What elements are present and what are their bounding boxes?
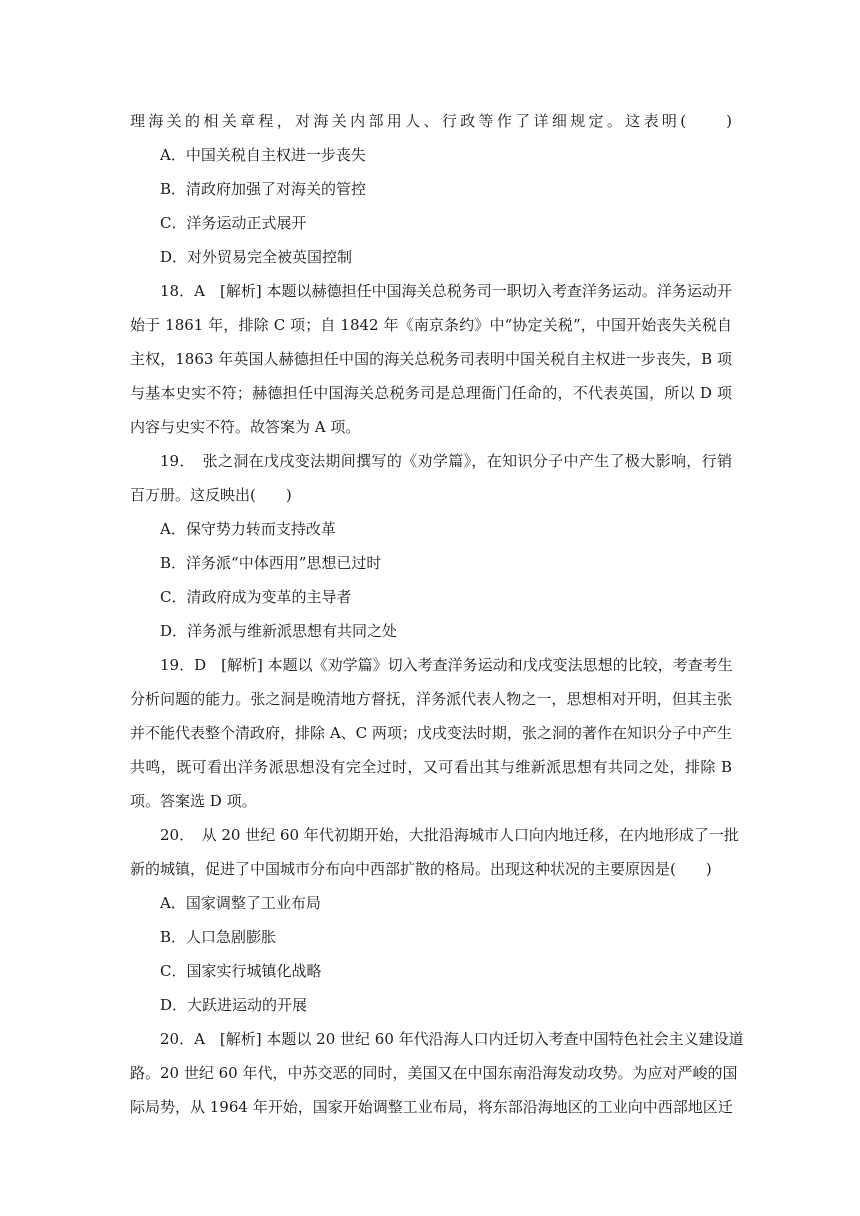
answer-20-line-3: 际局势，从 1964 年开始，国家开始调整工业布局，将东部沿海地区的工业向中西部地区迁 — [130, 1098, 733, 1116]
answer-19-line-5: 项。答案选 D 项。 — [130, 792, 257, 810]
question-20-stem-line-2: 新的城镇，促进了中国城市分布向中西部扩散的格局。出现这种状况的主要原因是( ) — [130, 860, 712, 878]
q17-option-c: C．洋务运动正式展开 — [160, 214, 307, 232]
answer-19-line-3: 并不能代表整个清政府，排除 A、C 两项；戊戌变法时期，张之洞的著作在知识分子中产生 — [130, 724, 732, 742]
answer-19-line-2: 分析问题的能力。张之洞是晚清地方督抚，洋务派代表人物之一，思想相对开明，但其主张 — [130, 690, 732, 708]
answer-18-line-4: 与基本史实不符；赫德担任中国海关总税务司是总理衙门任命的，不代表英国，所以 D 项 — [130, 384, 732, 402]
answer-20-line-1: 20．A [解析] 本题以 20 世纪 60 年代沿海人口内迁切入考查中国特色社会主义建设道 — [160, 1030, 744, 1048]
q17-option-d: D．对外贸易完全被英国控制 — [160, 248, 353, 266]
q20-option-a: A．国家调整了工业布局 — [160, 894, 321, 912]
answer-18-line-2: 始于 1861 年，排除 C 项；自 1842 年《南京条约》中“协定关税”，中国开始丧失关税自 — [130, 316, 732, 334]
q19-option-a: A．保守势力转而支持改革 — [160, 520, 336, 538]
q17-option-b: B．清政府加强了对海关的管控 — [160, 180, 367, 198]
q17-option-a: A．中国关税自主权进一步丧失 — [160, 146, 366, 164]
answer-18-line-5: 内容与史实不符。故答案为 A 项。 — [130, 418, 361, 436]
question-19-stem-line-1: 19． 张之洞在戊戌变法期间撰写的《劝学篇》，在知识分子中产生了极大影响，行销 — [160, 452, 732, 470]
q19-option-c: C．清政府成为变革的主导者 — [160, 588, 352, 606]
answer-18-line-3: 主权，1863 年英国人赫德担任中国的海关总税务司表明中国关税自主权进一步丧失，B 项 — [130, 350, 732, 368]
q19-option-d: D．洋务派与维新派思想有共同之处 — [160, 622, 398, 640]
answer-19-line-4: 共鸣，既可看出洋务派思想没有完全过时，又可看出其与维新派思想有共同之处，排除 B — [130, 758, 732, 776]
q20-option-b: B．人口急剧膨胀 — [160, 928, 277, 946]
q20-option-c: C．国家实行城镇化战略 — [160, 962, 322, 980]
q19-option-b: B．洋务派“中体西用”思想已过时 — [160, 554, 382, 572]
question-19-stem-line-2: 百万册。这反映出( ) — [130, 486, 292, 504]
answer-18-line-1: 18．A [解析] 本题以赫德担任中国海关总税务司一职切入考查洋务运动。洋务运动开 — [160, 282, 732, 300]
q20-option-d: D．大跃进运动的开展 — [160, 996, 308, 1014]
question-20-stem-line-1: 20． 从 20 世纪 60 年代初期开始，大批沿海城市人口向内地迁移，在内地形成了一批 — [160, 826, 739, 844]
answer-19-line-1: 19．D [解析] 本题以《劝学篇》切入考查洋务运动和戊戌变法思想的比较，考查考生 — [160, 656, 733, 674]
answer-20-line-2: 路。20 世纪 60 年代，中苏交恶的同时，美国又在中国东南沿海发动攻势。为应对严峻的国 — [130, 1064, 738, 1082]
question-17-stem-tail: 理海关的相关章程，对海关内部用人、行政等作了详细规定。这表明( ) — [130, 112, 732, 130]
